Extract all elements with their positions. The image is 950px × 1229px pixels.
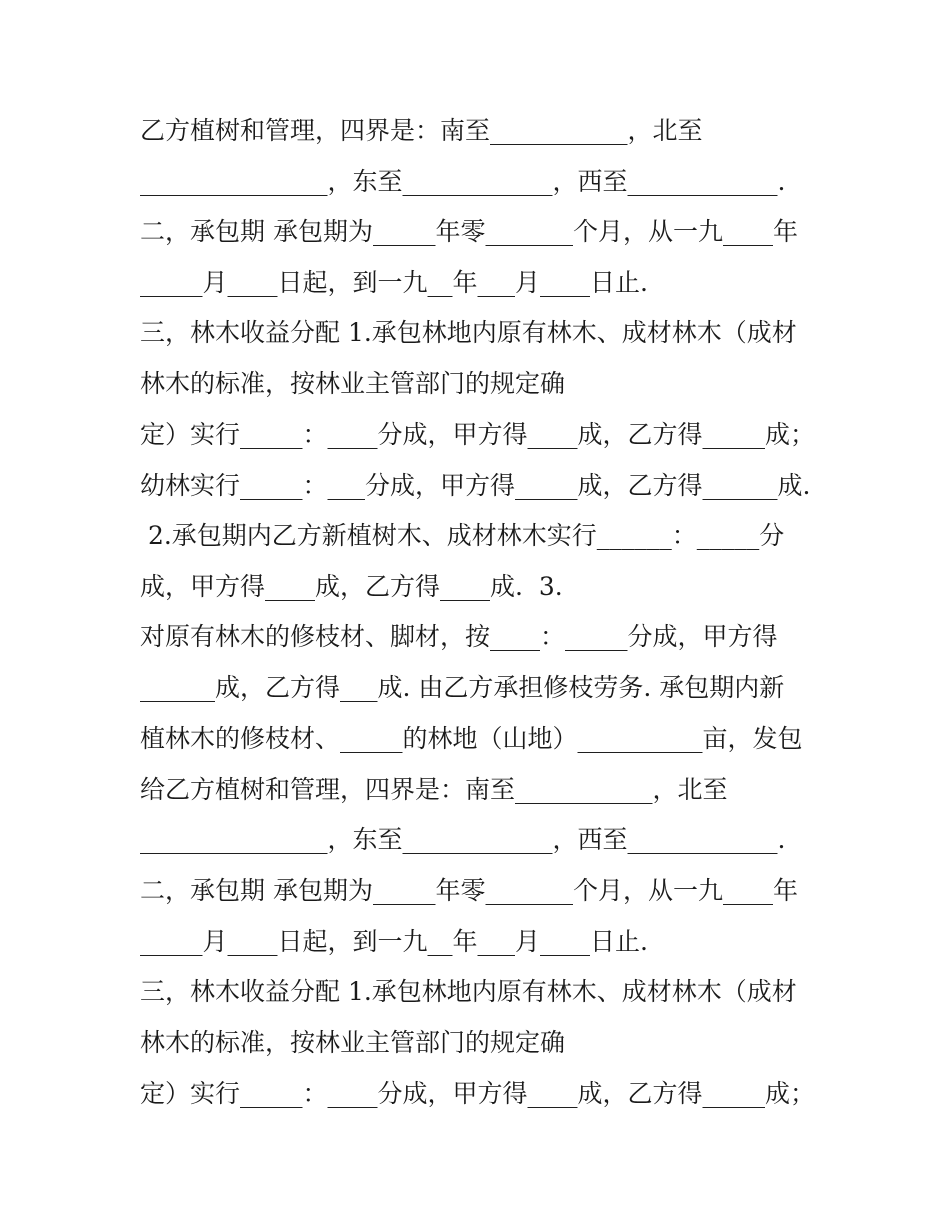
- text-line: 给乙方植树和管理，四界是：南至___________，北至: [140, 775, 728, 804]
- text-line: 林木的标准，按林业主管部门的规定确: [140, 369, 566, 398]
- text-line: _______________，东至____________，西至____________.: [140, 825, 786, 854]
- text-line: _______________，东至____________，西至____________.: [140, 167, 786, 196]
- text-line: 乙方植树和管理，四界是：南至___________，北至: [140, 116, 703, 145]
- text-line: 2.承包期内乙方新植树木、成材林木实行______：_____分: [140, 521, 785, 550]
- text-line: 定）实行_____：____分成，甲方得____成，乙方得_____成；: [140, 420, 816, 449]
- text-line: _____月____日起，到一九__年___月____日止.: [140, 268, 648, 297]
- text-line: 植林木的修枝材、_____的林地（山地）__________亩，发包: [140, 724, 803, 753]
- text-line: 三，林木收益分配 1.承包林地内原有林木、成材林木（成材: [140, 318, 797, 347]
- text-line: 定）实行_____：____分成，甲方得____成，乙方得_____成；: [140, 1079, 816, 1108]
- text-line: 对原有林木的修枝材、脚材，按____：_____分成，甲方得: [140, 622, 778, 651]
- text-line: _____月____日起，到一九__年___月____日止.: [140, 927, 648, 956]
- text-line: 二，承包期 承包期为_____年零_______个月，从一九____年: [140, 876, 798, 905]
- text-line: 成，甲方得____成，乙方得____成. 3.: [140, 572, 563, 601]
- text-line: 幼林实行_____：___分成，甲方得_____成，乙方得______成.: [140, 471, 811, 500]
- text-line: 三，林木收益分配 1.承包林地内原有林木、成材林木（成材: [140, 977, 797, 1006]
- text-line: ______成，乙方得___成. 由乙方承担修枝劳务. 承包期内新: [140, 673, 785, 702]
- text-line: 二，承包期 承包期为_____年零_______个月，从一九____年: [140, 217, 798, 246]
- text-line: 林木的标准，按林业主管部门的规定确: [140, 1028, 566, 1057]
